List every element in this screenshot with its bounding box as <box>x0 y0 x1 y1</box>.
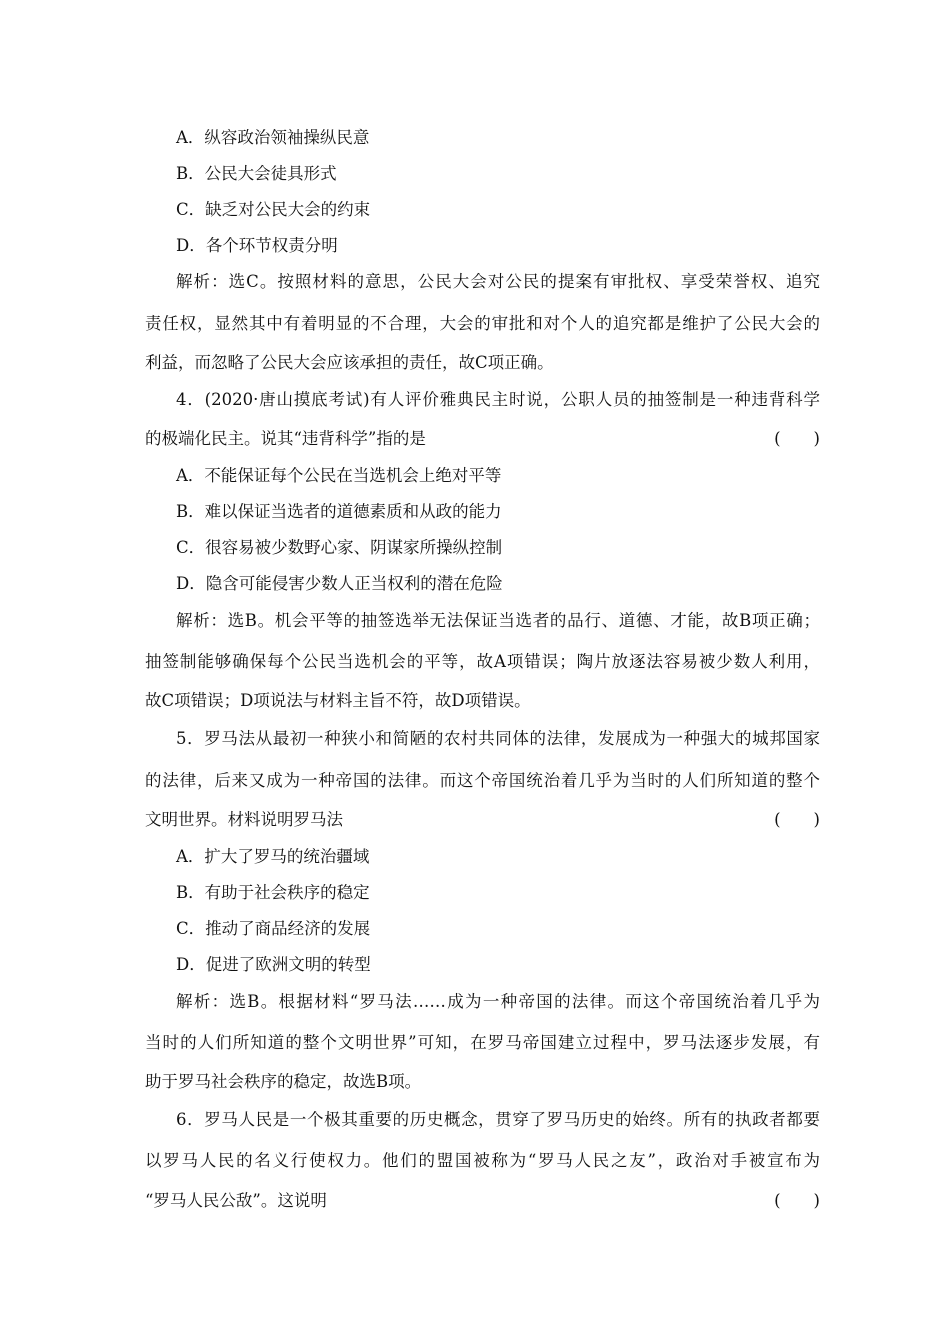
q6-stem-text: “罗马人民公敌”。这说明 <box>145 1191 327 1210</box>
q4-stem-line-1: 4．(2020·唐山摸底考试)有人评价雅典民主时说，公职人员的抽签制是一种违背科学 <box>176 390 820 409</box>
q5-option-c: C．推动了商品经济的发展 <box>176 919 371 938</box>
q5-stem-text: 文明世界。材料说明罗马法 <box>145 810 343 829</box>
q5-option-d: D．促进了欧洲文明的转型 <box>176 955 371 974</box>
q6-answer-parenthesis: ( ) <box>774 1191 820 1210</box>
q6-stem-line-1: 6．罗马人民是一个极其重要的历史概念，贯穿了罗马历史的始终。所有的执政者都要 <box>176 1110 820 1129</box>
q4-analysis-line-3: 故C项错误；D项说法与材料主旨不符，故D项错误。 <box>145 691 531 710</box>
q3-analysis-line-3: 利益，而忽略了公民大会应该承担的责任，故C项正确。 <box>145 353 554 372</box>
q3-analysis-line-2: 责任权，显然其中有着明显的不合理，大会的审批和对个人的追究都是维护了公民大会的 <box>145 314 820 333</box>
q3-option-c: C．缺乏对公民大会的约束 <box>176 200 371 219</box>
q4-analysis-line-1: 解析：选B。机会平等的抽签选举无法保证当选者的品行、道德、才能，故B项正确； <box>176 611 820 630</box>
q5-stem-line-3 <box>145 809 820 831</box>
q4-analysis-line-2: 抽签制能够确保每个公民当选机会的平等，故A项错误；陶片放逐法容易被少数人利用， <box>145 652 820 671</box>
q3-option-d: D．各个环节权责分明 <box>176 236 338 255</box>
q3-option-b: B．公民大会徒具形式 <box>176 164 337 183</box>
q5-analysis-line-2: 当时的人们所知道的整个文明世界”可知，在罗马帝国建立过程中，罗马法逐步发展，有 <box>145 1033 820 1052</box>
q4-stem-text: 的极端化民主。说其“违背科学”指的是 <box>145 429 426 448</box>
q3-analysis-line-1: 解析：选C。按照材料的意思，公民大会对公民的提案有审批权、享受荣誉权、追究 <box>176 272 820 291</box>
q4-option-a: A．不能保证每个公民在当选机会上绝对平等 <box>176 466 502 485</box>
q5-analysis-line-3: 助于罗马社会秩序的稳定，故选B项。 <box>145 1072 422 1091</box>
q4-answer-parenthesis: ( ) <box>774 429 820 448</box>
q5-option-a: A．扩大了罗马的统治疆域 <box>176 847 370 866</box>
q5-answer-parenthesis: ( ) <box>774 810 820 829</box>
q5-option-b: B．有助于社会秩序的稳定 <box>176 883 370 902</box>
q4-option-b: B．难以保证当选者的道德素质和从政的能力 <box>176 502 502 521</box>
q5-stem-line-1: 5．罗马法从最初一种狭小和简陋的农村共同体的法律，发展成为一种强大的城邦国家 <box>176 729 820 748</box>
q6-stem-line-3 <box>145 1190 820 1212</box>
q3-option-a: A．纵容政治领袖操纵民意 <box>176 128 370 147</box>
q6-stem-line-2: 以罗马人民的名义行使权力。他们的盟国被称为“罗马人民之友”，政治对手被宣布为 <box>145 1151 820 1170</box>
q5-analysis-line-1: 解析：选B。根据材料“罗马法……成为一种帝国的法律。而这个帝国统治着几乎为 <box>176 992 820 1011</box>
q4-stem-line-2 <box>145 428 820 450</box>
q4-option-d: D．隐含可能侵害少数人正当权利的潜在危险 <box>176 574 503 593</box>
q4-option-c: C．很容易被少数野心家、阴谋家所操纵控制 <box>176 538 503 557</box>
q5-stem-line-2: 的法律，后来又成为一种帝国的法律。而这个帝国统治着几乎为当时的人们所知道的整个 <box>145 771 820 790</box>
